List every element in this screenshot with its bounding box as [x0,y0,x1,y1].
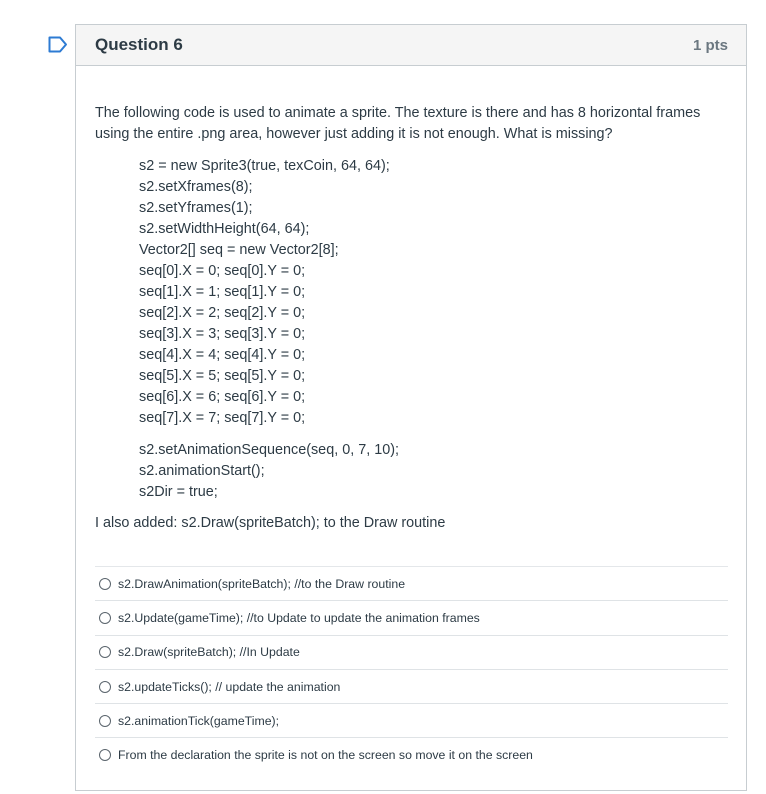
answer-label: s2.DrawAnimation(spriteBatch); //to the Draw routine [118,576,406,591]
code-block-1 [139,156,728,429]
answer-label: s2.updateTicks(); // update the animation [118,679,341,694]
answer-option[interactable] [95,566,728,600]
radio-button[interactable] [99,715,111,727]
radio-button[interactable] [99,681,111,693]
answer-label: s2.Draw(spriteBatch); //In Update [118,645,300,660]
code-line: s2.setYframes(1); [139,200,253,216]
radio-button[interactable] [99,646,111,658]
answer-label: s2.animationTick(gameTime); [118,713,280,728]
code-line: seq[5].X = 5; seq[5].Y = 0; [139,368,306,384]
code-line: seq[6].X = 6; seq[6].Y = 0; [139,389,306,405]
code-line: s2 = new Sprite3(true, texCoin, 64, 64); [139,158,390,174]
question-title: Question 6 [95,35,183,54]
answer-list [95,566,728,772]
code-line: Vector2[] seq = new Vector2[8]; [139,242,339,258]
code-line: s2.setAnimationSequence(seq, 0, 7, 10); [139,442,399,458]
question-points: 1 pts [692,36,728,54]
code-line: seq[4].X = 4; seq[4].Y = 0; [139,347,306,363]
answer-option[interactable] [95,703,728,737]
question-note: I also added: s2.Draw(spriteBatch); to the Draw routine [95,515,446,531]
code-line: s2.setXframes(8); [139,179,253,195]
code-line: seq[0].X = 0; seq[0].Y = 0; [139,263,306,279]
answer-option[interactable] [95,737,728,771]
code-line: seq[1].X = 1; seq[1].Y = 0; [139,284,306,300]
answer-option[interactable] [95,600,728,634]
question-card [75,24,747,791]
answer-label: From the declaration the sprite is not on the screen so move it on the screen [118,748,533,763]
code-line: seq[3].X = 3; seq[3].Y = 0; [139,326,306,342]
answer-option[interactable] [95,669,728,703]
radio-button[interactable] [99,578,111,590]
question-body [76,66,746,772]
question-prompt: The following code is used to animate a sprite. The texture is there and has 8 horizontal frames using the entire .png area, however just adding it is not enough. What is missing? [95,105,701,142]
radio-button[interactable] [99,749,111,761]
code-block-2 [139,440,728,503]
code-line: seq[7].X = 7; seq[7].Y = 0; [139,410,306,426]
radio-button[interactable] [99,612,111,624]
question-header [76,25,746,66]
code-line: s2.setWidthHeight(64, 64); [139,221,310,237]
answer-option[interactable] [95,635,728,669]
code-line: seq[2].X = 2; seq[2].Y = 0; [139,305,306,321]
code-line: s2.animationStart(); [139,463,265,479]
code-line: s2Dir = true; [139,484,218,500]
answer-label: s2.Update(gameTime); //to Update to update the animation frames [118,610,480,625]
bookmark-flag-icon[interactable] [48,36,68,53]
